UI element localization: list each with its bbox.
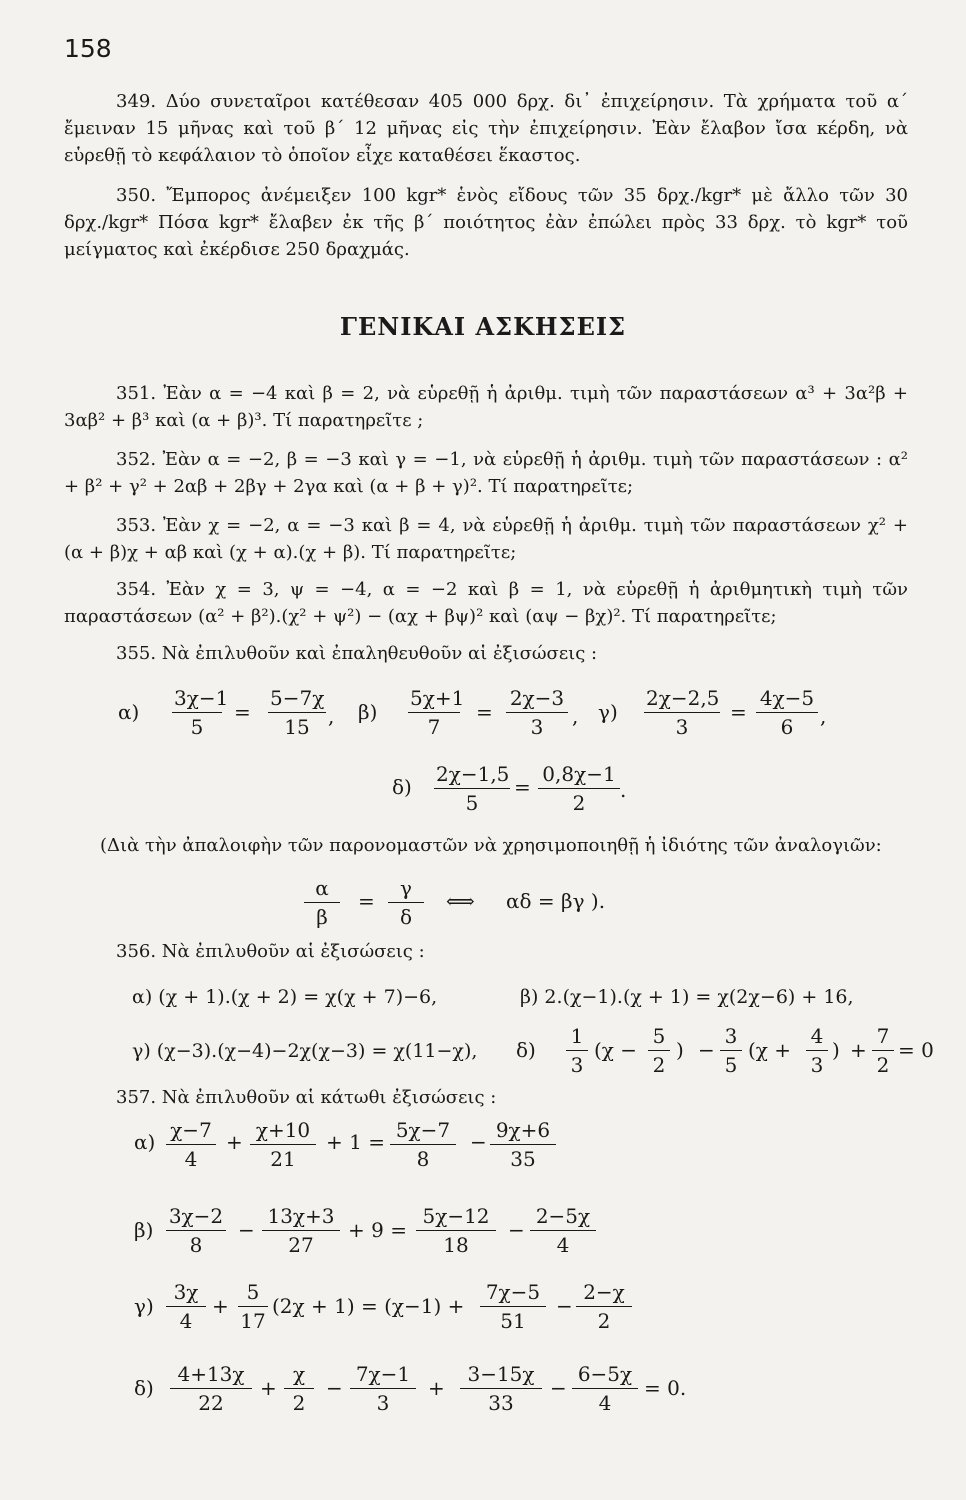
fraction: $\frac{3\chi}{4}$ bbox=[166, 1280, 206, 1333]
book-page: 158 349. Δύο συνεταῖροι κατέθεσαν 405 000 δρχ. δι᾽ ἐπιχείρησιν. Τὰ χρήματα τοῦ α΄ ἔμειναν 15 μῆνας καὶ τοῦ β΄ 12 μῆνας εἰς τὴν ἐπιχείρησιν. Ἐὰν ἔλαβον ἴσα κέρδη, νὰ εὑρεθῇ τὸ κεφάλαιον τὸ ὁποῖον εἶχε καταθέσει ἕκαστος. 350. Ἔμπορος ἀνέμειξεν 100 kgr* ἑνὸς εἴδους τῶν 35 δρχ./kgr* μὲ ἄλλο τῶν 30 δρχ./kgr* Πόσα kgr* ἔλαβεν ἐκ τῆς β΄ ποιότητος ἐὰν ἐπώλει πρὸς 33 δρχ. τὸ kgr* τοῦ μείγματος καὶ ἐκέρδισε 250 δραχμάς. ΓΕΝΙΚΑΙ ΑΣΚΗΣΕΙΣ 351. Ἐὰν α = −4 καὶ β = 2, νὰ εὑρεθῇ ἡ ἀριθμ. τιμὴ τῶν παραστάσεων α³ + 3α²β + 3αβ² + β³ καὶ (α + β)³. Τί παρατηρεῖτε ; 352. Ἐὰν α = −2, β = −3 καὶ γ = −1, νὰ εὑρεθῇ ἡ ἀριθμ. τιμὴ τῶν παραστάσεων : α² + β² + γ² + 2αβ + 2βγ + 2γα καὶ (α + β + γ)². Τί παρατηρεῖτε; 353. Ἐὰν χ = −2, α = −3 καὶ β = 4, νὰ εὑρεθῇ ἡ ἀριθμ. τιμὴ τῶν παραστάσεων χ² + (α + β)χ + αβ καὶ (χ + α).(χ + β). Τί παρατηρεῖτε; 354. Ἐὰν χ = 3, ψ = −4, α = −2 καὶ β = 1, νὰ εὑρεθῇ ἡ ἀριθμητικὴ τιμὴ τῶν παραστάσεων (α² + β²).(χ² + ψ²) − (αχ + βψ)² καὶ (αψ − βχ)². Τί παρατηρεῖτε; 355. Νὰ ἐπιλυθοῦν καὶ ἐπαληθευθοῦν αἱ ἐξισώσεις : α) $\frac{3\chi-1}{5}$ = $\frac{5-7\chi}{15}$ , β) $\frac{5\chi+1}{7}$ = $\frac{2\chi-3}{3}$ , γ) $\frac{2\chi-2,5}{3}$ = $\frac{4\chi-5}{6}$ , δ) $\frac{2\chi-1,5}{5}$ = $\frac{0,8\chi-1}{2}$ . (Διὰ τὴν ἀπαλοιφὴν τῶν παρονομαστῶν νὰ χρησιμοποιηθῇ ἡ ἰδιότης τῶν ἀναλογιῶν: $\frac{\alpha}{\beta}$ = $\frac{\gamma}{\delta}$ ⟺ αδ = βγ ). 356. Νὰ ἐπιλυθοῦν αἱ ἐξισώσεις : α) (χ + 1).(χ + 2) = χ(χ + 7)−6, β) 2.(χ−1).(χ + 1) = χ(2χ−6) + 16, γ) (χ−3).(χ−4)−2χ(χ−3) = χ(11−χ), δ) $\frac{1}{3}$ (χ − $\frac{5}{2}$ ) − $\frac{3}{5}$ (χ + $\frac{4}{3}$ ) + $\frac{7}{2}$ = 0 357. Νὰ ἐπιλυθοῦν αἱ κάτωθι ἐξισώσεις : α) $\frac{\chi-7}{4}$ + $\frac{\chi+10}{21}$ + 1 = $\frac{5\chi-7}{8}$ − $\frac{9\chi+6}{35}$ β) $\frac{3\chi-2}{8}$ − $\frac{13\chi+3}{27}$ + 9 = $\frac{5\chi-12}{18}$ − $\frac{2-5\chi}{4}$ γ) $\frac{3\chi}{4}$ + $\frac{5}{17}$ (2χ + 1) = (χ−1) + $\frac{7\chi-5}{51}$ − $\frac{2-\chi}{2}$ δ) $\frac{4+13\chi}{22}$ + $\frac{\chi}{2}$ − $\frac{7\chi-1}{3}$ + $\frac{3-15\chi}{33}$ − $\frac{6-5\chi}{4}$ = 0. bbox=[0, 0, 966, 1500]
fraction: $\frac{2\chi-3}{3}$ bbox=[506, 686, 568, 739]
exercise-349-text: 349. Δύο συνεταῖροι κατέθεσαν 405 000 δρχ. δι᾽ ἐπιχείρησιν. Τὰ χρήματα τοῦ α΄ ἔμειναν 15 μῆνας καὶ τοῦ β΄ 12 μῆνας εἰς τὴν ἐπιχείρησιν. Ἐὰν ἔλαβον ἴσα κέρδη, νὰ εὑρεθῇ τὸ κεφάλαιον τὸ ὁποῖον εἶχε καταθέσει ἕκαστος. bbox=[64, 91, 908, 166]
exercise-354-text: 354. Ἐὰν χ = 3, ψ = −4, α = −2 καὶ β = 1, νὰ εὑρεθῇ ἡ ἀριθμητικὴ τιμὴ τῶν παραστάσεων (α² + β²).(χ² + ψ²) − (αχ + βψ)² καὶ (αψ − βχ)². Τί παρατηρεῖτε; bbox=[64, 579, 908, 627]
fraction: $\frac{4}{3}$ bbox=[806, 1024, 828, 1077]
fraction: $\frac{9\chi+6}{35}$ bbox=[490, 1118, 556, 1171]
fraction: $\frac{7}{2}$ bbox=[872, 1024, 894, 1077]
exercise-355-text: 355. Νὰ ἐπιλυθοῦν καὶ ἐπαληθευθοῦν αἱ ἐξισώσεις : bbox=[116, 643, 598, 664]
page-number: 158 bbox=[64, 34, 112, 63]
exercise-356-text: 356. Νὰ ἐπιλυθοῦν αἱ ἐξισώσεις : bbox=[116, 941, 425, 962]
fraction: $\frac{5\chi-12}{18}$ bbox=[416, 1204, 496, 1257]
exercise-352 bbox=[64, 446, 908, 500]
fraction: $\frac{2-\chi}{2}$ bbox=[576, 1280, 632, 1333]
note-355: (Διὰ τὴν ἀπαλοιφὴν τῶν παρονομαστῶν νὰ χρησιμοποιηθῇ ἡ ἰδιότης τῶν ἀναλογιῶν: bbox=[100, 835, 882, 856]
exercise-353-text: 353. Ἐὰν χ = −2, α = −3 καὶ β = 4, νὰ εὑρεθῇ ἡ ἀριθμ. τιμὴ τῶν παραστάσεων χ² + (α + β)χ + αβ καὶ (χ + α).(χ + β). Τί παρατηρεῖτε; bbox=[64, 515, 908, 563]
exercise-351-text: 351. Ἐὰν α = −4 καὶ β = 2, νὰ εὑρεθῇ ἡ ἀριθμ. τιμὴ τῶν παραστάσεων α³ + 3α²β + 3αβ² + β³ καὶ (α + β)³. Τί παρατηρεῖτε ; bbox=[64, 383, 908, 431]
fraction: $\frac{\chi+10}{21}$ bbox=[250, 1118, 316, 1171]
section-heading: ΓΕΝΙΚΑΙ ΑΣΚΗΣΕΙΣ bbox=[339, 312, 627, 341]
exercise-352-text: 352. Ἐὰν α = −2, β = −3 καὶ γ = −1, νὰ εὑρεθῇ ἡ ἀριθμ. τιμὴ τῶν παραστάσεων : α² + β² + γ² + 2αβ + 2βγ + 2γα καὶ (α + β + γ)². Τί παρατηρεῖτε; bbox=[64, 449, 908, 497]
exercise-351 bbox=[64, 380, 908, 434]
fraction: $\frac{5}{17}$ bbox=[238, 1280, 268, 1333]
exercise-350-text: 350. Ἔμπορος ἀνέμειξεν 100 kgr* ἑνὸς εἴδους τῶν 35 δρχ./kgr* μὲ ἄλλο τῶν 30 δρχ./kgr* Πόσα kgr* ἔλαβεν ἐκ τῆς β΄ ποιότητος ἐὰν ἐπώλει πρὸς 33 δρχ. τὸ kgr* τοῦ μείγματος καὶ ἐκέρδισε 250 δραχμάς. bbox=[64, 185, 908, 260]
fraction: $\frac{2\chi-1,5}{5}$ bbox=[436, 762, 510, 815]
exercise-350 bbox=[64, 182, 908, 263]
exercise-353 bbox=[64, 512, 908, 566]
exercise-356 bbox=[64, 938, 908, 965]
fraction: $\frac{5\chi+1}{7}$ bbox=[410, 686, 465, 739]
equation-356b: β) 2.(χ−1).(χ + 1) = χ(2χ−6) + 16, bbox=[520, 986, 854, 1008]
fraction: $\frac{5\chi-7}{8}$ bbox=[390, 1118, 456, 1171]
fraction: $\frac{3-15\chi}{33}$ bbox=[460, 1362, 542, 1415]
fraction: $\frac{7\chi-5}{51}$ bbox=[480, 1280, 546, 1333]
exercise-355 bbox=[64, 640, 908, 667]
fraction: $\frac{5-7\chi}{15}$ bbox=[270, 686, 325, 739]
fraction: $\frac{\gamma}{\delta}$ bbox=[388, 876, 424, 929]
fraction: $\frac{5}{2}$ bbox=[648, 1024, 670, 1077]
fraction: $\frac{4\chi-5}{6}$ bbox=[756, 686, 818, 739]
fraction: $\frac{\chi-7}{4}$ bbox=[166, 1118, 216, 1171]
fraction: $\frac{4+13\chi}{22}$ bbox=[170, 1362, 252, 1415]
fraction: $\frac{3\chi-2}{8}$ bbox=[166, 1204, 226, 1257]
fraction: $\frac{\alpha}{\beta}$ bbox=[304, 876, 340, 929]
fraction: $\frac{3\chi-1}{5}$ bbox=[174, 686, 229, 739]
fraction: $\frac{0,8\chi-1}{2}$ bbox=[538, 762, 620, 815]
equation-356a: α) (χ + 1).(χ + 2) = χ(χ + 7)−6, bbox=[132, 986, 438, 1008]
fraction: $\frac{\chi}{2}$ bbox=[284, 1362, 314, 1415]
exercise-357 bbox=[64, 1084, 908, 1111]
fraction: $\frac{7\chi-1}{3}$ bbox=[350, 1362, 416, 1415]
exercise-357-text: 357. Νὰ ἐπιλυθοῦν αἱ κάτωθι ἐξισώσεις : bbox=[116, 1087, 497, 1108]
fraction: $\frac{2-5\chi}{4}$ bbox=[530, 1204, 596, 1257]
fraction: $\frac{6-5\chi}{4}$ bbox=[572, 1362, 638, 1415]
fraction: $\frac{3}{5}$ bbox=[720, 1024, 742, 1077]
exercise-349 bbox=[64, 88, 908, 169]
fraction: $\frac{1}{3}$ bbox=[566, 1024, 588, 1077]
fraction: $\frac{2\chi-2,5}{3}$ bbox=[646, 686, 720, 739]
equation-356g: γ) (χ−3).(χ−4)−2χ(χ−3) = χ(11−χ), bbox=[132, 1040, 478, 1062]
fraction: $\frac{13\chi+3}{27}$ bbox=[262, 1204, 340, 1257]
exercise-354 bbox=[64, 576, 908, 630]
